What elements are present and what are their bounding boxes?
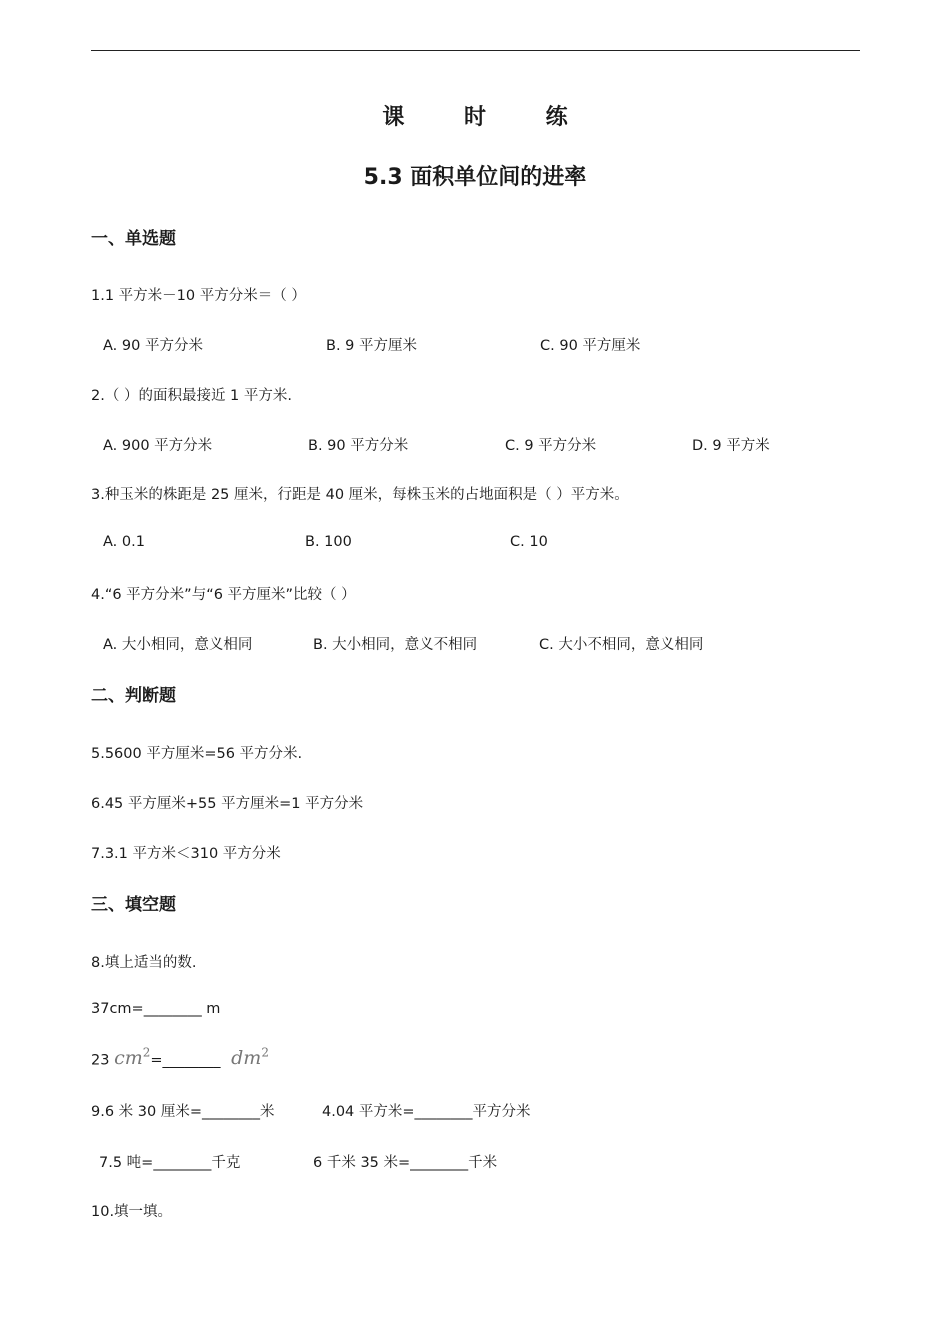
unit-dm2: $dm^2$ <box>231 1046 269 1070</box>
q2-option-d: D. 9 平方米 <box>692 438 770 454</box>
question-9-part-b: 4.04 平方米=________平方分米 <box>322 1104 531 1120</box>
question-5: 5.5600 平方厘米=56 平方分米. <box>91 746 303 762</box>
question-10: 10.填一填。 <box>91 1204 173 1220</box>
question-4: 4.“6 平方分米”与“6 平方厘米”比较（ ） <box>91 587 356 603</box>
question-9-part-a: 9.6 米 30 厘米=________米 <box>91 1104 275 1120</box>
page-title: 课 时 练 <box>382 105 594 130</box>
question-9-part-d: 6 千米 35 米=________千米 <box>313 1155 498 1171</box>
q2-option-b: B. 90 平方分米 <box>308 438 409 454</box>
question-2: 2.（ ）的面积最接近 1 平方米. <box>91 388 292 404</box>
header-rule <box>91 50 860 51</box>
section-heading-true-false: 二、判断题 <box>91 686 176 706</box>
q4-option-b: B. 大小相同，意义不相同 <box>313 637 478 653</box>
q2-option-a: A. 900 平方分米 <box>103 438 213 454</box>
section-heading-fill-in: 三、填空题 <box>91 895 176 915</box>
question-8: 8.填上适当的数. <box>91 955 197 971</box>
question-6: 6.45 平方厘米+55 平方厘米=1 平方分米 <box>91 796 364 812</box>
q2-option-c: C. 9 平方分米 <box>505 438 597 454</box>
q8-line-2-blank: =________ <box>150 1052 221 1069</box>
q4-option-a: A. 大小相同，意义相同 <box>103 637 253 653</box>
q3-option-b: B. 100 <box>305 534 352 550</box>
question-1: 1.1 平方米－10 平方分米＝（ ） <box>91 288 306 304</box>
question-3: 3.种玉米的株距是 25 厘米，行距是 40 厘米，每株玉米的占地面积是（ ）平方米。 <box>91 487 629 503</box>
q8-line-1: 37cm=________ m <box>91 1001 221 1017</box>
unit-cm2: $cm^2$ <box>114 1046 151 1070</box>
page-subtitle: 5.3 面积单位间的进率 <box>363 165 587 190</box>
q1-option-a: A. 90 平方分米 <box>103 338 203 354</box>
q3-option-a: A. 0.1 <box>103 534 145 550</box>
q3-option-c: C. 10 <box>510 534 548 550</box>
q8-line-2 <box>91 1046 269 1069</box>
q4-option-c: C. 大小不相同，意义相同 <box>539 637 704 653</box>
question-9-part-c: 7.5 吨=________千克 <box>99 1155 241 1171</box>
question-7: 7.3.1 平方米＜310 平方分米 <box>91 846 281 862</box>
q1-option-c: C. 90 平方厘米 <box>540 338 641 354</box>
q1-option-b: B. 9 平方厘米 <box>326 338 417 354</box>
q8-line-2-number: 23 <box>91 1052 110 1069</box>
section-heading-single-choice: 一、单选题 <box>91 229 176 249</box>
